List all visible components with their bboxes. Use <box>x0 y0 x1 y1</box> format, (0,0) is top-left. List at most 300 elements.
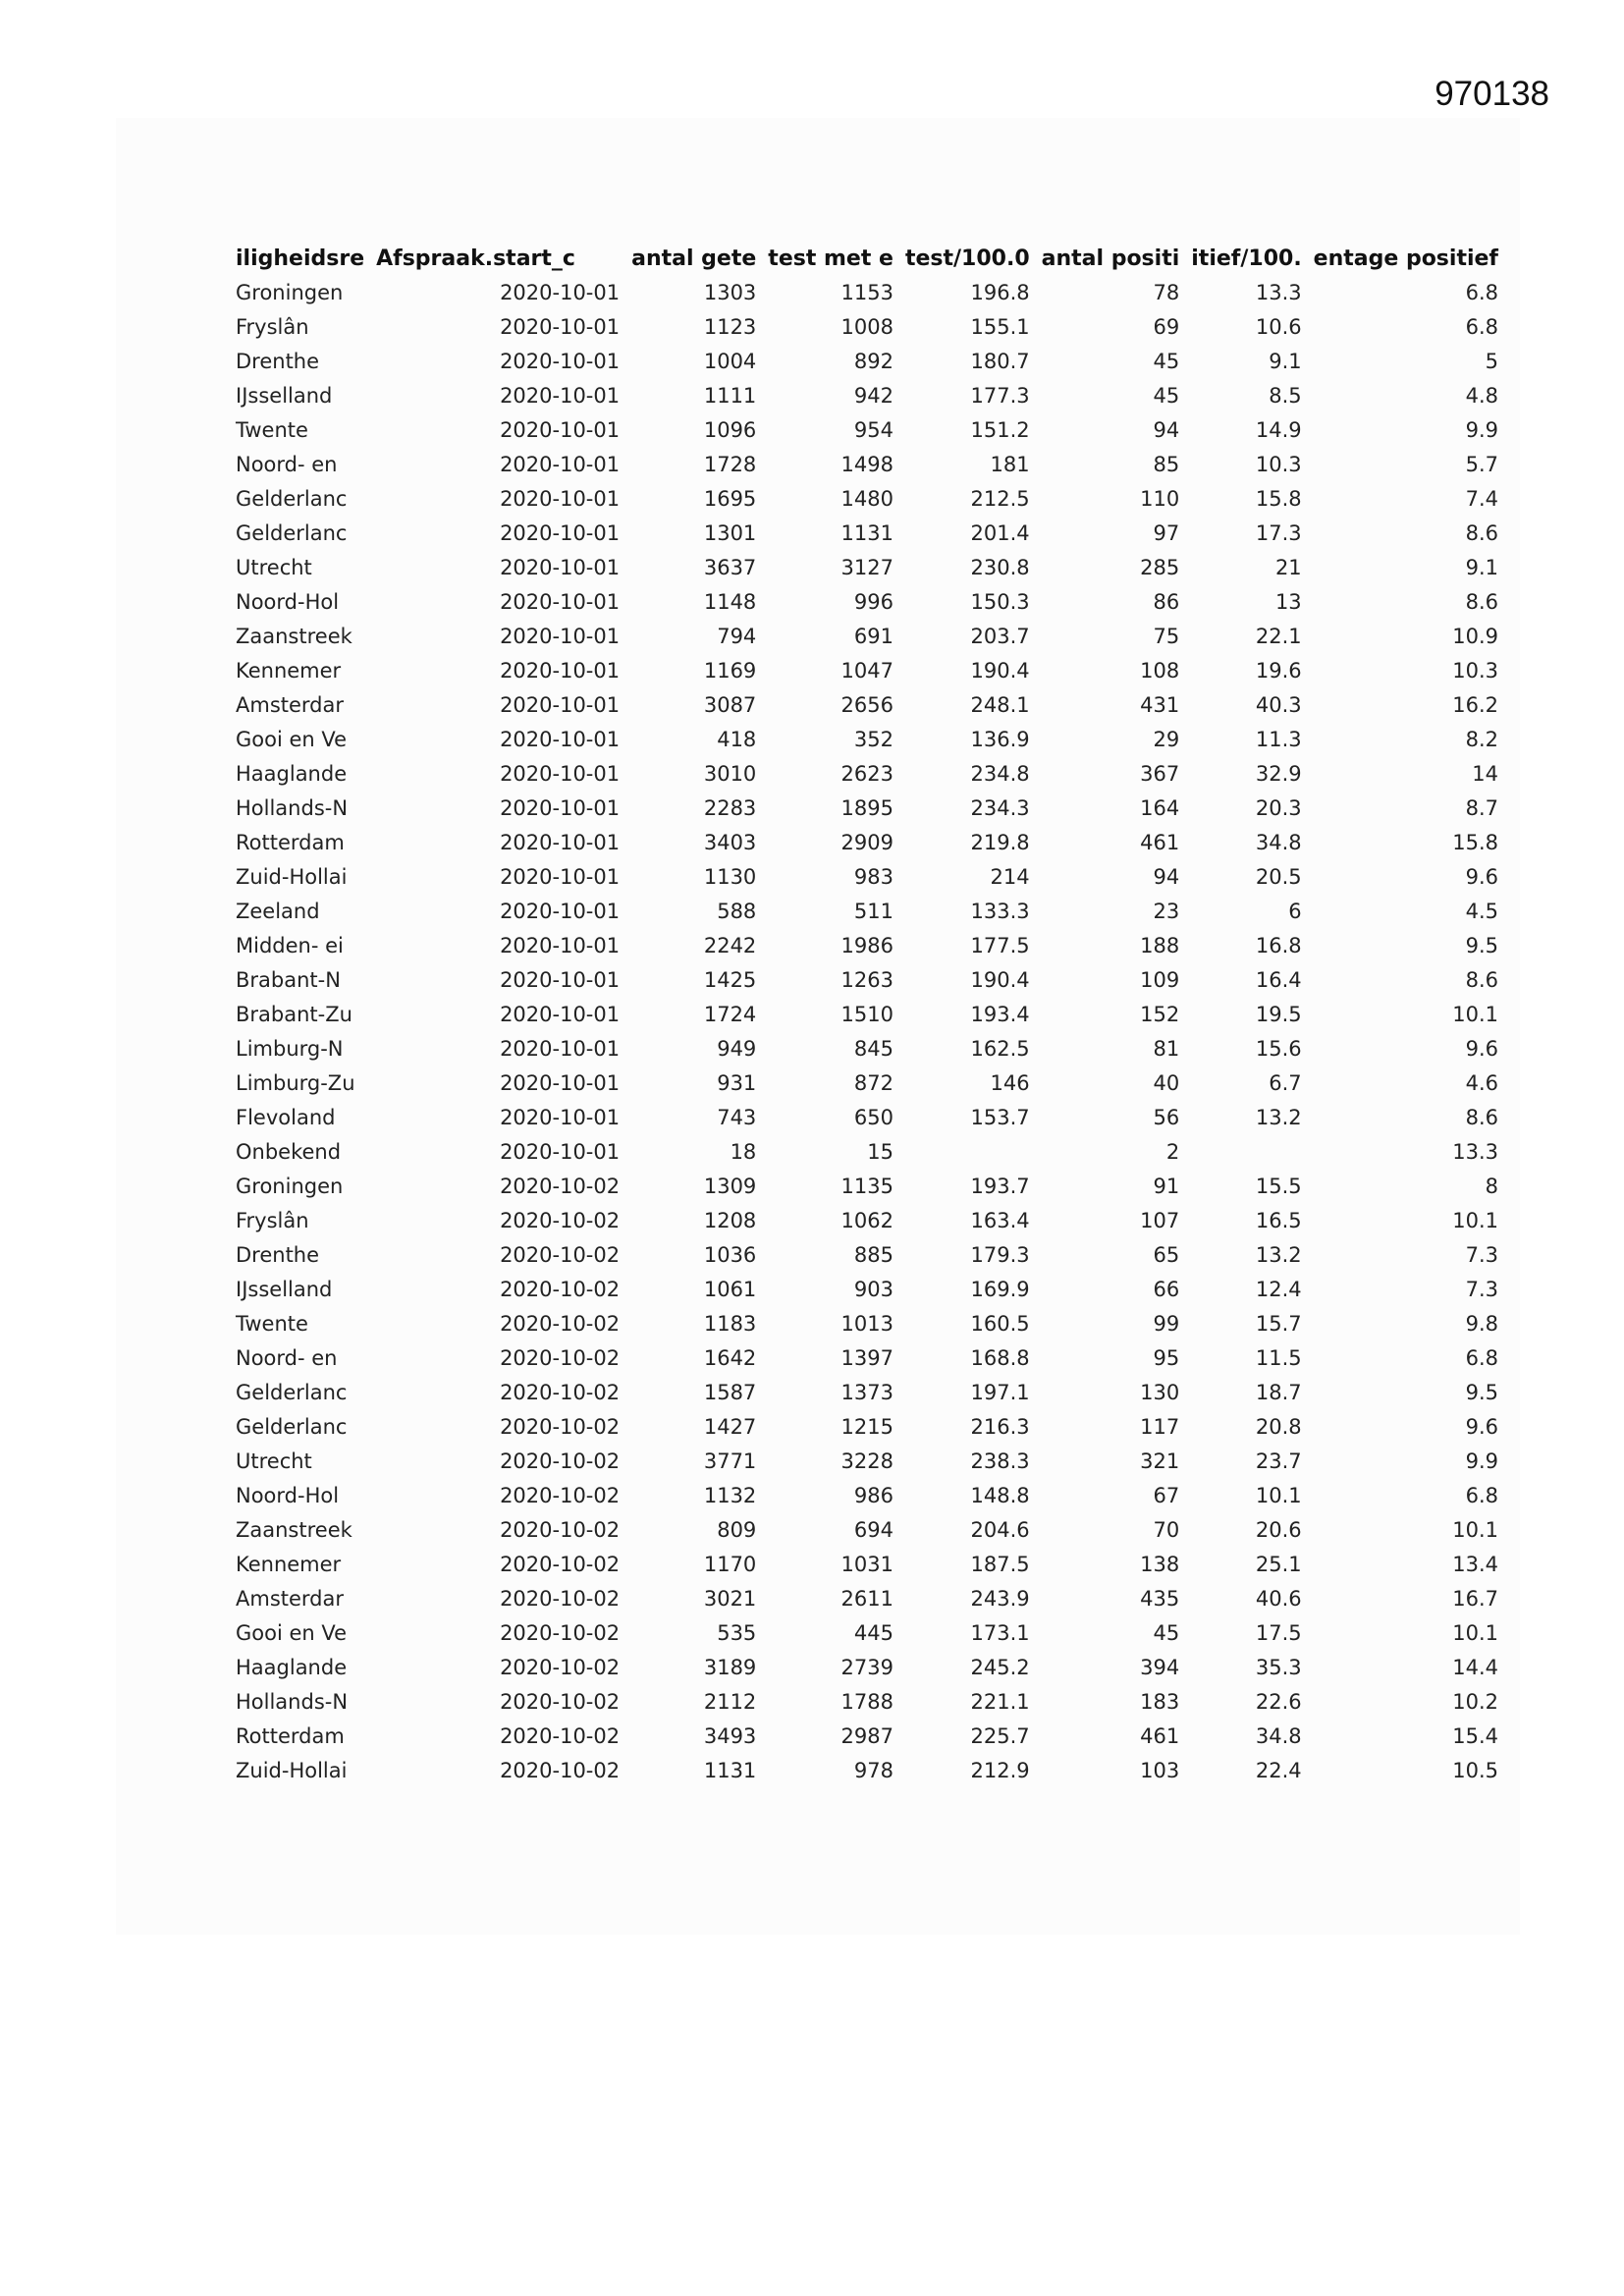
value-cell: 1215 <box>840 1415 893 1439</box>
value-cell: 1123 <box>703 315 757 339</box>
table-row <box>230 1548 1504 1582</box>
region-cell: Drenthe <box>236 350 320 373</box>
region-cell: Amsterdar <box>236 1587 345 1611</box>
value-cell: 903 <box>853 1278 893 1301</box>
table-row <box>230 413 1504 448</box>
value-cell: 212.9 <box>970 1759 1030 1782</box>
value-cell: 1169 <box>703 659 757 683</box>
table-row <box>230 1754 1504 1788</box>
value-cell: 7.4 <box>1465 487 1498 511</box>
value-cell: 845 <box>853 1037 893 1061</box>
region-cell: Amsterdar <box>236 693 345 717</box>
value-cell: 212.5 <box>970 487 1030 511</box>
region-cell: Gelderlanc <box>236 487 348 511</box>
value-cell: 234.8 <box>970 762 1030 786</box>
value-cell: 230.8 <box>970 556 1030 579</box>
value-cell: 588 <box>717 900 757 923</box>
value-cell: 983 <box>853 865 893 889</box>
value-cell: 7.3 <box>1465 1278 1498 1301</box>
value-cell: 4.8 <box>1465 384 1498 408</box>
value-cell: 188 <box>1140 934 1180 957</box>
value-cell: 45 <box>1153 1621 1180 1645</box>
value-cell: 872 <box>853 1071 893 1095</box>
value-cell: 23.7 <box>1255 1449 1302 1473</box>
value-cell: 16.4 <box>1255 968 1302 992</box>
region-cell: Haaglande <box>236 1656 348 1679</box>
value-cell: 183 <box>1140 1690 1180 1714</box>
value-cell: 3010 <box>703 762 757 786</box>
value-cell: 8 <box>1485 1175 1498 1198</box>
value-cell: 3637 <box>703 556 757 579</box>
value-cell: 1373 <box>840 1381 893 1404</box>
date-cell: 2020-10-01 <box>500 865 621 889</box>
value-cell: 177.3 <box>970 384 1030 408</box>
value-cell: 15.6 <box>1255 1037 1302 1061</box>
date-cell: 2020-10-02 <box>500 1553 621 1576</box>
value-cell: 22.1 <box>1255 625 1302 648</box>
value-cell: 4.6 <box>1465 1071 1498 1095</box>
value-cell: 23 <box>1153 900 1180 923</box>
value-cell: 56 <box>1153 1106 1180 1129</box>
value-cell: 151.2 <box>970 418 1030 442</box>
value-cell: 3021 <box>703 1587 757 1611</box>
value-cell: 5 <box>1485 350 1498 373</box>
value-cell: 94 <box>1153 418 1180 442</box>
value-cell: 1728 <box>703 453 757 476</box>
value-cell: 321 <box>1140 1449 1180 1473</box>
region-cell: Midden- ei <box>236 934 344 957</box>
data-table <box>230 242 1504 1788</box>
value-cell: 6.8 <box>1465 1484 1498 1507</box>
date-cell: 2020-10-02 <box>500 1656 621 1679</box>
value-cell: 20.5 <box>1255 865 1302 889</box>
value-cell: 1425 <box>703 968 757 992</box>
date-cell: 2020-10-02 <box>500 1243 621 1267</box>
value-cell: 15.8 <box>1452 831 1498 854</box>
value-cell: 535 <box>717 1621 757 1645</box>
region-cell: Zuid-Hollai <box>236 865 348 889</box>
region-cell: Fryslân <box>236 315 309 339</box>
value-cell: 16.7 <box>1452 1587 1498 1611</box>
value-cell: 193.4 <box>970 1003 1030 1026</box>
value-cell: 81 <box>1153 1037 1180 1061</box>
table-row <box>230 1410 1504 1445</box>
value-cell: 8.6 <box>1465 1106 1498 1129</box>
value-cell: 3493 <box>703 1724 757 1748</box>
value-cell: 885 <box>853 1243 893 1267</box>
value-cell: 180.7 <box>970 350 1030 373</box>
value-cell: 22.6 <box>1255 1690 1302 1714</box>
value-cell: 1263 <box>840 968 893 992</box>
value-cell: 109 <box>1140 968 1180 992</box>
value-cell: 6.8 <box>1465 315 1498 339</box>
value-cell: 17.5 <box>1255 1621 1302 1645</box>
value-cell: 10.1 <box>1255 1484 1302 1507</box>
table-row <box>230 585 1504 620</box>
region-cell: Noord-Hol <box>236 590 340 614</box>
value-cell: 25.1 <box>1255 1553 1302 1576</box>
value-cell: 13.2 <box>1255 1243 1302 1267</box>
region-cell: Limburg-N <box>236 1037 344 1061</box>
value-cell: 17.3 <box>1255 521 1302 545</box>
table-row <box>230 1720 1504 1754</box>
column-header: entage positief <box>1313 246 1498 271</box>
value-cell: 190.4 <box>970 659 1030 683</box>
value-cell: 169.9 <box>970 1278 1030 1301</box>
value-cell: 133.3 <box>970 900 1030 923</box>
date-cell: 2020-10-01 <box>500 487 621 511</box>
value-cell: 650 <box>853 1106 893 1129</box>
region-cell: Twente <box>236 1312 308 1336</box>
value-cell: 1047 <box>840 659 893 683</box>
value-cell: 1170 <box>703 1553 757 1576</box>
value-cell: 201.4 <box>970 521 1030 545</box>
date-cell: 2020-10-01 <box>500 453 621 476</box>
value-cell: 1309 <box>703 1175 757 1198</box>
value-cell: 94 <box>1153 865 1180 889</box>
value-cell: 954 <box>853 418 893 442</box>
date-cell: 2020-10-01 <box>500 1140 621 1164</box>
table-row <box>230 551 1504 585</box>
table-row <box>230 1445 1504 1479</box>
table-row <box>230 1066 1504 1101</box>
date-cell: 2020-10-01 <box>500 762 621 786</box>
value-cell <box>899 1135 1036 1170</box>
date-cell: 2020-10-01 <box>500 693 621 717</box>
region-cell: Gelderlanc <box>236 521 348 545</box>
value-cell: 1062 <box>840 1209 893 1232</box>
table-row <box>230 860 1504 895</box>
table-row <box>230 929 1504 963</box>
value-cell: 1061 <box>703 1278 757 1301</box>
value-cell: 35.3 <box>1255 1656 1302 1679</box>
date-cell: 2020-10-01 <box>500 934 621 957</box>
value-cell: 1130 <box>703 865 757 889</box>
table-row <box>230 757 1504 792</box>
value-cell: 19.5 <box>1255 1003 1302 1026</box>
value-cell: 8.6 <box>1465 590 1498 614</box>
value-cell: 216.3 <box>970 1415 1030 1439</box>
value-cell: 1004 <box>703 350 757 373</box>
date-cell: 2020-10-01 <box>500 590 621 614</box>
date-cell: 2020-10-02 <box>500 1381 621 1404</box>
value-cell: 9.9 <box>1465 1449 1498 1473</box>
date-cell: 2020-10-02 <box>500 1209 621 1232</box>
value-cell: 21 <box>1274 556 1302 579</box>
value-cell: 8.6 <box>1465 521 1498 545</box>
value-cell: 153.7 <box>970 1106 1030 1129</box>
value-cell: 10.5 <box>1452 1759 1498 1782</box>
region-cell: Haaglande <box>236 762 348 786</box>
value-cell: 20.6 <box>1255 1518 1302 1542</box>
region-cell: Hollands-N <box>236 796 349 820</box>
date-cell: 2020-10-01 <box>500 1003 621 1026</box>
region-cell: Drenthe <box>236 1243 320 1267</box>
region-cell: Groningen <box>236 1175 344 1198</box>
date-cell: 2020-10-02 <box>500 1484 621 1507</box>
value-cell: 20.3 <box>1255 796 1302 820</box>
value-cell: 108 <box>1140 659 1180 683</box>
value-cell: 2656 <box>840 693 893 717</box>
value-cell: 15.8 <box>1255 487 1302 511</box>
value-cell: 16.2 <box>1452 693 1498 717</box>
date-cell: 2020-10-01 <box>500 384 621 408</box>
value-cell: 14.4 <box>1452 1656 1498 1679</box>
value-cell: 193.7 <box>970 1175 1030 1198</box>
date-cell: 2020-10-01 <box>500 418 621 442</box>
value-cell: 1303 <box>703 281 757 304</box>
table-row <box>230 1376 1504 1410</box>
value-cell: 214 <box>990 865 1030 889</box>
value-cell: 2623 <box>840 762 893 786</box>
value-cell: 78 <box>1153 281 1180 304</box>
value-cell: 86 <box>1153 590 1180 614</box>
value-cell: 8.2 <box>1465 728 1498 751</box>
value-cell: 1131 <box>840 521 893 545</box>
value-cell: 150.3 <box>970 590 1030 614</box>
region-cell: Gelderlanc <box>236 1381 348 1404</box>
value-cell: 11.5 <box>1255 1346 1302 1370</box>
value-cell: 978 <box>853 1759 893 1782</box>
value-cell: 65 <box>1153 1243 1180 1267</box>
value-cell: 1031 <box>840 1553 893 1576</box>
value-cell: 10.3 <box>1255 453 1302 476</box>
value-cell: 163.4 <box>970 1209 1030 1232</box>
value-cell: 40.3 <box>1255 693 1302 717</box>
value-cell: 4.5 <box>1465 900 1498 923</box>
table-row <box>230 379 1504 413</box>
value-cell: 1135 <box>840 1175 893 1198</box>
value-cell: 394 <box>1140 1656 1180 1679</box>
date-cell: 2020-10-01 <box>500 315 621 339</box>
value-cell: 179.3 <box>970 1243 1030 1267</box>
value-cell: 10.3 <box>1452 659 1498 683</box>
region-cell: IJsselland <box>236 384 333 408</box>
region-cell: Hollands-N <box>236 1690 349 1714</box>
table-row <box>230 654 1504 688</box>
table-row <box>230 1238 1504 1273</box>
value-cell: 1986 <box>840 934 893 957</box>
value-cell: 1587 <box>703 1381 757 1404</box>
table-row <box>230 1616 1504 1651</box>
column-header: test met e <box>768 246 893 271</box>
value-cell: 13 <box>1274 590 1302 614</box>
date-cell: 2020-10-01 <box>500 281 621 304</box>
region-cell: Zeeland <box>236 900 320 923</box>
table-row <box>230 1135 1504 1170</box>
date-cell: 2020-10-02 <box>500 1518 621 1542</box>
table-row <box>230 1651 1504 1685</box>
header-row <box>230 242 1504 276</box>
date-cell: 2020-10-01 <box>500 659 621 683</box>
table-row <box>230 998 1504 1032</box>
date-cell: 2020-10-02 <box>500 1415 621 1439</box>
region-cell: Onbekend <box>236 1140 342 1164</box>
value-cell: 13.3 <box>1452 1140 1498 1164</box>
value-cell: 9.8 <box>1465 1312 1498 1336</box>
region-cell: Limburg-Zu <box>236 1071 355 1095</box>
value-cell: 168.8 <box>970 1346 1030 1370</box>
value-cell: 130 <box>1140 1381 1180 1404</box>
region-cell: Noord- en <box>236 1346 338 1370</box>
date-cell: 2020-10-02 <box>500 1690 621 1714</box>
table-row <box>230 1513 1504 1548</box>
table-row <box>230 688 1504 723</box>
document-number: 970138 <box>1435 75 1549 113</box>
date-cell: 2020-10-01 <box>500 556 621 579</box>
value-cell: 103 <box>1140 1759 1180 1782</box>
value-cell: 2987 <box>840 1724 893 1748</box>
value-cell: 2112 <box>703 1690 757 1714</box>
column-header: iligheidsre <box>236 246 365 271</box>
value-cell: 19.6 <box>1255 659 1302 683</box>
date-cell: 2020-10-01 <box>500 625 621 648</box>
value-cell: 245.2 <box>970 1656 1030 1679</box>
value-cell: 197.1 <box>970 1381 1030 1404</box>
table-row <box>230 276 1504 310</box>
value-cell: 136.9 <box>970 728 1030 751</box>
value-cell: 6.8 <box>1465 1346 1498 1370</box>
value-cell: 155.1 <box>970 315 1030 339</box>
column-header: itief/100. <box>1191 246 1302 271</box>
table-row <box>230 310 1504 345</box>
value-cell: 173.1 <box>970 1621 1030 1645</box>
value-cell: 204.6 <box>970 1518 1030 1542</box>
value-cell: 9.5 <box>1465 1381 1498 1404</box>
value-cell: 986 <box>853 1484 893 1507</box>
value-cell: 13.4 <box>1452 1553 1498 1576</box>
value-cell: 2739 <box>840 1656 893 1679</box>
value-cell: 97 <box>1153 521 1180 545</box>
value-cell: 1183 <box>703 1312 757 1336</box>
value-cell: 248.1 <box>970 693 1030 717</box>
value-cell: 2909 <box>840 831 893 854</box>
value-cell: 20.8 <box>1255 1415 1302 1439</box>
value-cell: 243.9 <box>970 1587 1030 1611</box>
value-cell: 1510 <box>840 1003 893 1026</box>
value-cell: 15 <box>867 1140 893 1164</box>
value-cell: 10.1 <box>1452 1209 1498 1232</box>
value-cell: 9.6 <box>1465 865 1498 889</box>
table-row <box>230 482 1504 517</box>
value-cell: 162.5 <box>970 1037 1030 1061</box>
table-row <box>230 620 1504 654</box>
table-row <box>230 1479 1504 1513</box>
value-cell: 1131 <box>703 1759 757 1782</box>
value-cell: 285 <box>1140 556 1180 579</box>
value-cell: 367 <box>1140 762 1180 786</box>
value-cell: 187.5 <box>970 1553 1030 1576</box>
value-cell: 15.4 <box>1452 1724 1498 1748</box>
date-cell: 2020-10-01 <box>500 1071 621 1095</box>
table-row <box>230 792 1504 826</box>
value-cell: 75 <box>1153 625 1180 648</box>
table-row <box>230 723 1504 757</box>
table-row <box>230 1273 1504 1307</box>
region-cell: Noord-Hol <box>236 1484 340 1507</box>
date-cell: 2020-10-02 <box>500 1587 621 1611</box>
date-cell: 2020-10-02 <box>500 1278 621 1301</box>
date-cell: 2020-10-02 <box>500 1759 621 1782</box>
region-cell: Kennemer <box>236 659 342 683</box>
value-cell: 5.7 <box>1465 453 1498 476</box>
value-cell: 743 <box>717 1106 757 1129</box>
value-cell: 18 <box>730 1140 757 1164</box>
region-cell: Rotterdam <box>236 1724 345 1748</box>
value-cell: 2 <box>1165 1140 1180 1164</box>
value-cell: 1724 <box>703 1003 757 1026</box>
date-cell: 2020-10-02 <box>500 1724 621 1748</box>
region-cell: Gooi en Ve <box>236 728 348 751</box>
value-cell: 110 <box>1140 487 1180 511</box>
region-cell: Rotterdam <box>236 831 345 854</box>
value-cell: 32.9 <box>1255 762 1302 786</box>
value-cell: 11.3 <box>1255 728 1302 751</box>
value-cell: 107 <box>1140 1209 1180 1232</box>
value-cell: 1148 <box>703 590 757 614</box>
value-cell: 1895 <box>840 796 893 820</box>
value-cell: 67 <box>1153 1484 1180 1507</box>
table-row <box>230 1101 1504 1135</box>
value-cell: 9.9 <box>1465 418 1498 442</box>
value-cell: 2611 <box>840 1587 893 1611</box>
value-cell: 511 <box>853 900 893 923</box>
value-cell: 418 <box>717 728 757 751</box>
value-cell <box>1185 1135 1307 1170</box>
value-cell: 99 <box>1153 1312 1180 1336</box>
value-cell: 3228 <box>840 1449 893 1473</box>
value-cell: 1498 <box>840 453 893 476</box>
region-cell: Utrecht <box>236 556 312 579</box>
value-cell: 3403 <box>703 831 757 854</box>
value-cell: 1427 <box>703 1415 757 1439</box>
region-cell: Fryslân <box>236 1209 309 1232</box>
table-row <box>230 1204 1504 1238</box>
date-cell: 2020-10-01 <box>500 831 621 854</box>
value-cell: 221.1 <box>970 1690 1030 1714</box>
value-cell: 1036 <box>703 1243 757 1267</box>
value-cell: 8.5 <box>1269 384 1302 408</box>
value-cell: 942 <box>853 384 893 408</box>
value-cell: 234.3 <box>970 796 1030 820</box>
value-cell: 461 <box>1140 1724 1180 1748</box>
value-cell: 6.7 <box>1269 1071 1302 1095</box>
column-header: test/100.0 <box>904 246 1030 271</box>
table-row <box>230 1582 1504 1616</box>
table-row <box>230 1170 1504 1204</box>
value-cell: 10.1 <box>1452 1621 1498 1645</box>
value-cell: 95 <box>1153 1346 1180 1370</box>
value-cell: 238.3 <box>970 1449 1030 1473</box>
value-cell: 138 <box>1140 1553 1180 1576</box>
value-cell: 10.1 <box>1452 1518 1498 1542</box>
value-cell: 10.9 <box>1452 625 1498 648</box>
value-cell: 29 <box>1153 728 1180 751</box>
value-cell: 1208 <box>703 1209 757 1232</box>
table-row <box>230 1685 1504 1720</box>
value-cell: 809 <box>717 1518 757 1542</box>
table-row <box>230 963 1504 998</box>
date-cell: 2020-10-02 <box>500 1449 621 1473</box>
value-cell: 461 <box>1140 831 1180 854</box>
region-cell: Utrecht <box>236 1449 312 1473</box>
value-cell: 34.8 <box>1255 831 1302 854</box>
value-cell: 40 <box>1153 1071 1180 1095</box>
value-cell: 1480 <box>840 487 893 511</box>
value-cell: 8.6 <box>1465 968 1498 992</box>
value-cell: 85 <box>1153 453 1180 476</box>
date-cell: 2020-10-01 <box>500 521 621 545</box>
